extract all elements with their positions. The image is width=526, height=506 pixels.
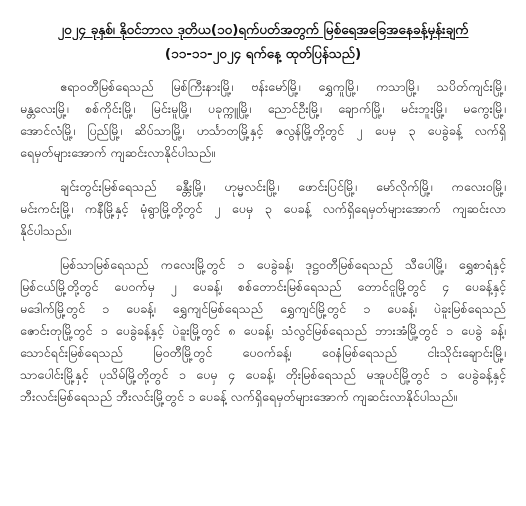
paragraph-line: သာပေါင်းမြို့နှင့် ပုသိမ်မြို့တို့တွင် ၁ ပေမှ ၄ ပေခန့်၊ တိုးမြစ်ရေသည် မအူပင်မြို့တွင် ၁ ပေခွဲခန့်နှင့်	[20, 367, 506, 382]
paragraph-line: ရေမှတ်များအောက် ကျဆင်းလာနိုင်ပါသည်။	[20, 145, 216, 160]
paragraph-line: မြစ်သာမြစ်ရေသည် ကလေးမြို့တွင် ၁ ပေခွဲခန့်၊ ဒုဋ္ဌဝတီမြစ်ရေသည် သီပေါမြို့၊ ရွှေစာရံနှင့်	[60, 257, 506, 272]
paragraph-line: မဒေါက်မြို့တွင် ၁ ပေခန့်၊ ရွှေကျင်မြစ်ရေသည် ရွှေကျင်မြို့တွင် ၁ ပေခန့်၊ ပဲခူးမြစ်ရေသည်	[20, 301, 506, 316]
paragraph-ayeyarwady	[20, 76, 506, 164]
paragraph-line: အောင်လံမြို့၊ ပြည်မြို့၊ ဆိပ်သာမြို့၊ ဟင်္သာတမြို့နှင့် ဇလွန်မြို့တို့တွင် ၂ ပေမှ ၃ ပေခွဲခန့် လက်ရှိ	[20, 123, 506, 138]
issued-date: (၁၁-၁၁-၂၀၂၄ ရက်နေ့ ထုတ်ပြန်သည်)	[164, 46, 362, 62]
paragraph-line: သောင်ရင်းမြစ်ရေသည် မြဝတီမြို့တွင် ပေဝက်ခန့်၊ ဝေနံမြစ်ရေသည် ငါးသိုင်းချောင်းမြို့၊	[20, 345, 506, 360]
paragraph-line: မင်းကင်းမြို့၊ ကနီမြို့နှင့် မုံရွာမြို့တို့တွင် ၂ ပေမှ ၃ ပေခန့် လက်ရှိရေမှတ်များအောက် ကျဆင်းလာ	[20, 201, 506, 216]
paragraph-other-rivers	[20, 254, 506, 408]
paragraph-line: ဧရာဝတီမြစ်ရေသည် မြစ်ကြီးနားမြို့၊ ဗန်းမော်မြို့၊ ရွှေကူမြို့၊ ကသာမြို့၊ သပိတ်ကျင်းမြို့၊	[60, 79, 506, 94]
paragraph-chindwin	[20, 176, 506, 242]
paragraph-line: မန္တလေးမြို့၊ စစ်ကိုင်းမြို့၊ မြင်းမူမြို့၊ ပခုက္ကူမြို့၊ ညောင်ဦးမြို့၊ ချောက်မြို့၊ မင်းဘူးမြို့၊ မကွေးမြို့၊	[20, 101, 506, 116]
paragraph-line: မြစ်ငယ်မြို့တို့တွင် ပေဝက်မှ ၂ ပေခန့်၊ စစ်တောင်းမြစ်ရေသည် တောင်ငူမြို့တွင် ၄ ပေခန့်နှင့်	[20, 279, 506, 294]
paragraph-line: နိုင်ပါသည်။	[20, 223, 72, 238]
page-title: ၂၀၂၄ ခုနှစ်၊ နိုဝင်ဘာလ ဒုတိယ(၁၀)ရက်ပတ်အတွက် မြစ်ရေအခြေအနေခန့်မှန်းချက်	[57, 22, 469, 38]
paragraph-line: ချင်းတွင်းမြစ်ရေသည် ခန္တီးမြို့၊ ဟုမ္မလင်းမြို့၊ ဖောင်းပြင်မြို့၊ မော်လိုက်မြို့၊ ကလေးဝမြို့၊	[60, 179, 506, 194]
paragraph-line: ဇောင်းတုမြို့တွင် ၁ ပေခွဲခန့်နှင့် ပဲခူးမြို့တွင် ၈ ပေခန့်၊ သံလွင်မြစ်ရေသည် ဘားအံမြို့တွင် ၁ ပေခွဲ ခန့်၊	[20, 323, 506, 338]
paragraph-line: ဘီးလင်းမြစ်ရေသည် ဘီးလင်းမြို့တွင် ၁ ပေခန့် လက်ရှိရေမှတ်များအောက် ကျဆင်းလာနိုင်ပါသည်။	[20, 389, 458, 404]
